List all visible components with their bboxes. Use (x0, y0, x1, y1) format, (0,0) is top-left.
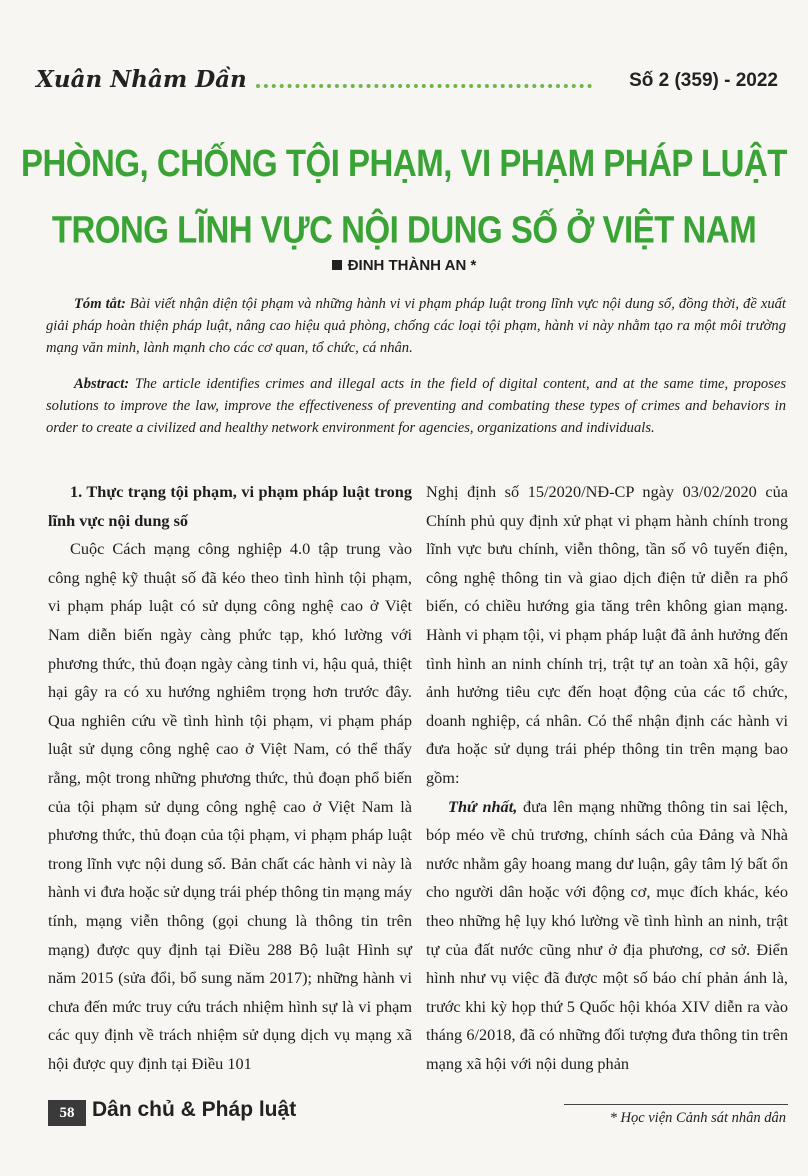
author-byline (0, 257, 808, 274)
paragraph-2-text: đưa lên mạng những thông tin sai lệch, bóp méo về chủ trương, chính sách của Đảng và Nhà nước nhằm gây hoang mang dư luận, gây tâm lý bất ổn cho người dân hoặc với động cơ, mục đích khác, kéo theo những hệ lụy khó lường về tình hình an ninh, trật tự của đất nước cũng như ở địa phương, cơ sở. Điển hình như vụ việc đã được một số báo chí phản ánh là, trước khi kỳ họp thứ 5 Quốc hội khóa XIV diễn ra vào tháng 6/2018, đã có những đối tượng đưa thông tin trên mạng xã hội với nội dung phản (426, 796, 789, 1073)
summary-label: Tóm tắt: (74, 296, 126, 312)
article-title (20, 130, 788, 263)
issue-name: Xuân Nhâm Dần (36, 66, 247, 93)
body-paragraph-1-continued: Nghị định số 15/2020/NĐ-CP ngày 03/02/2020 của Chính phủ quy định xử phạt vi phạm hành chính trong lĩnh vực bưu chính, viễn thông, tần số vô tuyến điện, công nghệ thông tin và giao dịch điện tử diễn ra phổ biến, có chiều hướng gia tăng trên không gian mạng. Hành vi phạm tội, vi phạm pháp luật đã ảnh hưởng đến tình hình an ninh chính trị, trật tự an toàn xã hội, gây ảnh hưởng tiêu cực đến hoạt động của các tổ chức, doanh nghiệp, cá nhân. Có thể nhận định các hành vi đưa hoặc sử dụng trái phép thông tin trên mạng bao gồm: (426, 482, 788, 787)
abstract-label: Abstract: (74, 376, 130, 392)
title-line-2: TRONG LĨNH VỰC NỘI DUNG SỐ Ở VIỆT NAM (51, 208, 757, 251)
footnote: * Học viện Cảnh sát nhân dân (609, 1110, 786, 1126)
column-left (48, 478, 412, 1078)
issue-number: Số 2 (359) - 2022 (629, 70, 778, 91)
paragraph-lead: Thứ nhất, (448, 796, 518, 816)
abstract-en (46, 373, 786, 439)
journal-name: Dân chủ & Pháp luật (92, 1098, 297, 1121)
footnote-divider (564, 1104, 788, 1105)
square-bullet-icon (332, 260, 342, 270)
abstract-text: The article identifies crimes and illegal acts in the field of digital content, and at the same time, proposes solutions to improve the law, improve the effectiveness of preventing and combating these types of crimes and behaviors in order to create a civilized and healthy network environment for agencies, organizations and individuals. (46, 376, 786, 436)
summary-vi (46, 293, 786, 359)
header-divider (256, 84, 592, 88)
body-paragraph-1: Cuộc Cách mạng công nghiệp 4.0 tập trung vào công nghệ kỹ thuật số đã kéo theo tình hình tội phạm, vi phạm pháp luật có sử dụng công nghệ cao ở Việt Nam diễn biến ngày càng phức tạp, khó lường với phương thức, thủ đoạn ngày càng tinh vi, hậu quả, thiệt hại gây ra có xu hướng nghiêm trọng hơn trước đây. Qua nghiên cứu về tình hình tội phạm, vi phạm pháp luật sử dụng công nghệ cao ở Việt Nam, có thể thấy rằng, một trong những phương thức, thủ đoạn phổ biến của tội phạm sử dụng công nghệ cao ở Việt Nam là phương thức, thủ đoạn của tội phạm, vi phạm pháp luật trong lĩnh vực nội dung số. Bản chất các hành vi này là hành vi đưa hoặc sử dụng trái phép thông tin mạng máy tính, mạng viễn thông (gọi chung là thông tin trên mạng) được quy định tại Điều 288 Bộ luật Hình sự năm 2015 (sửa đổi, bổ sung năm 2017); những hành vi chưa đến mức truy cứu trách nhiệm hình sự là vi phạm các quy định về trách nhiệm sử dụng dịch vụ mạng xã hội được quy định tại Điều 101 (48, 539, 412, 1073)
title-line-1: PHÒNG, CHỐNG TỘI PHẠM, VI PHẠM PHÁP LUẬT (21, 141, 787, 185)
section-heading: 1. Thực trạng tội phạm, vi phạm pháp luật trong lĩnh vực nội dung số (48, 482, 412, 530)
summary-text: Bài viết nhận diện tội phạm và những hành vi vi phạm pháp luật trong lĩnh vực nội dung số, đồng thời, đề xuất giải pháp hoàn thiện pháp luật, nâng cao hiệu quả phòng, chống các loại tội phạm, hành vi này nhằm tạo ra một môi trường mạng văn minh, lành mạnh cho các cơ quan, tổ chức, cá nhân. (46, 296, 786, 356)
body-paragraph-2 (426, 793, 788, 1079)
author-name: ĐINH THÀNH AN * (347, 257, 477, 274)
column-right (426, 478, 788, 1078)
page-number: 58 (48, 1100, 86, 1126)
